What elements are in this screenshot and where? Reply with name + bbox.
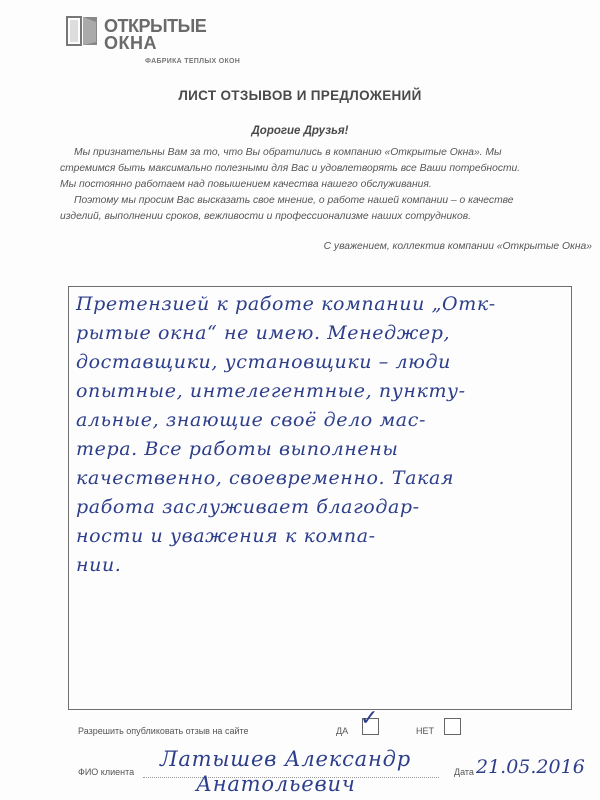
logo-text-bottom: ОКНА xyxy=(104,33,157,53)
handwritten-review xyxy=(76,290,572,580)
no-checkbox[interactable] xyxy=(444,718,461,735)
window-logo-icon xyxy=(66,14,100,48)
intro-line: Поэтому мы просим Вас высказать свое мнение, о работе нашей компании – о качестве xyxy=(74,195,514,206)
review-line: тера. Все работы выполнены xyxy=(76,438,399,460)
review-line: рытые окна“ не имею. Менеджер, xyxy=(76,322,451,344)
form-title: ЛИСТ ОТЗЫВОВ И ПРЕДЛОЖЕНИЙ xyxy=(178,88,422,103)
review-line: альные, знающие своё дело мас- xyxy=(76,409,426,431)
review-line: ности и уважения к компа- xyxy=(76,525,376,547)
no-label: НЕТ xyxy=(416,726,434,736)
logo-text-top: ОТКРЫТЫЕ xyxy=(104,16,207,36)
date-handwritten: 21.05.2016 xyxy=(476,756,585,778)
checkmark-icon: ✓ xyxy=(360,706,379,731)
review-line: качественно, своевременно. Такая xyxy=(76,467,455,489)
review-line: опытные, интелегентные, пункту- xyxy=(76,380,466,402)
company-logo xyxy=(66,14,256,64)
logo-tagline: ФАБРИКА ТЕПЛЫХ ОКОН xyxy=(145,58,241,65)
intro-line: Мы постоянно работаем над повышением качества нашего обслуживания. xyxy=(60,179,432,190)
review-line: работа заслуживает благодар- xyxy=(76,496,420,518)
client-name-handwritten: Латышев Александр xyxy=(160,747,411,771)
review-line: доставщики, установщики – люди xyxy=(76,351,451,373)
publish-consent-label: Разрешить опубликовать отзыв на сайте xyxy=(78,726,249,736)
client-name-label: ФИО клиента xyxy=(78,767,135,777)
review-line: Претензией к работе компании „Отк- xyxy=(76,293,496,315)
greeting: Дорогие Друзья! xyxy=(251,125,349,137)
intro-line: изделий, выполнении сроков, вежливости и профессионализме наших сотрудников. xyxy=(60,211,471,222)
company-signature: С уважением, коллектив компании «Открытые Окна» xyxy=(323,241,592,252)
review-line: нии. xyxy=(76,554,122,576)
intro-text xyxy=(60,145,600,225)
client-patronymic-handwritten: Анатольевич xyxy=(196,772,356,796)
intro-line: Мы признательны Вам за то, что Вы обратились в компанию «Открытые Окна». Мы xyxy=(74,147,502,158)
intro-line: стремимся быть максимально полезными для Вас и удовлетворять все Ваши потребности. xyxy=(60,163,521,174)
yes-label: ДА xyxy=(336,726,349,736)
date-label: Дата xyxy=(454,767,474,777)
